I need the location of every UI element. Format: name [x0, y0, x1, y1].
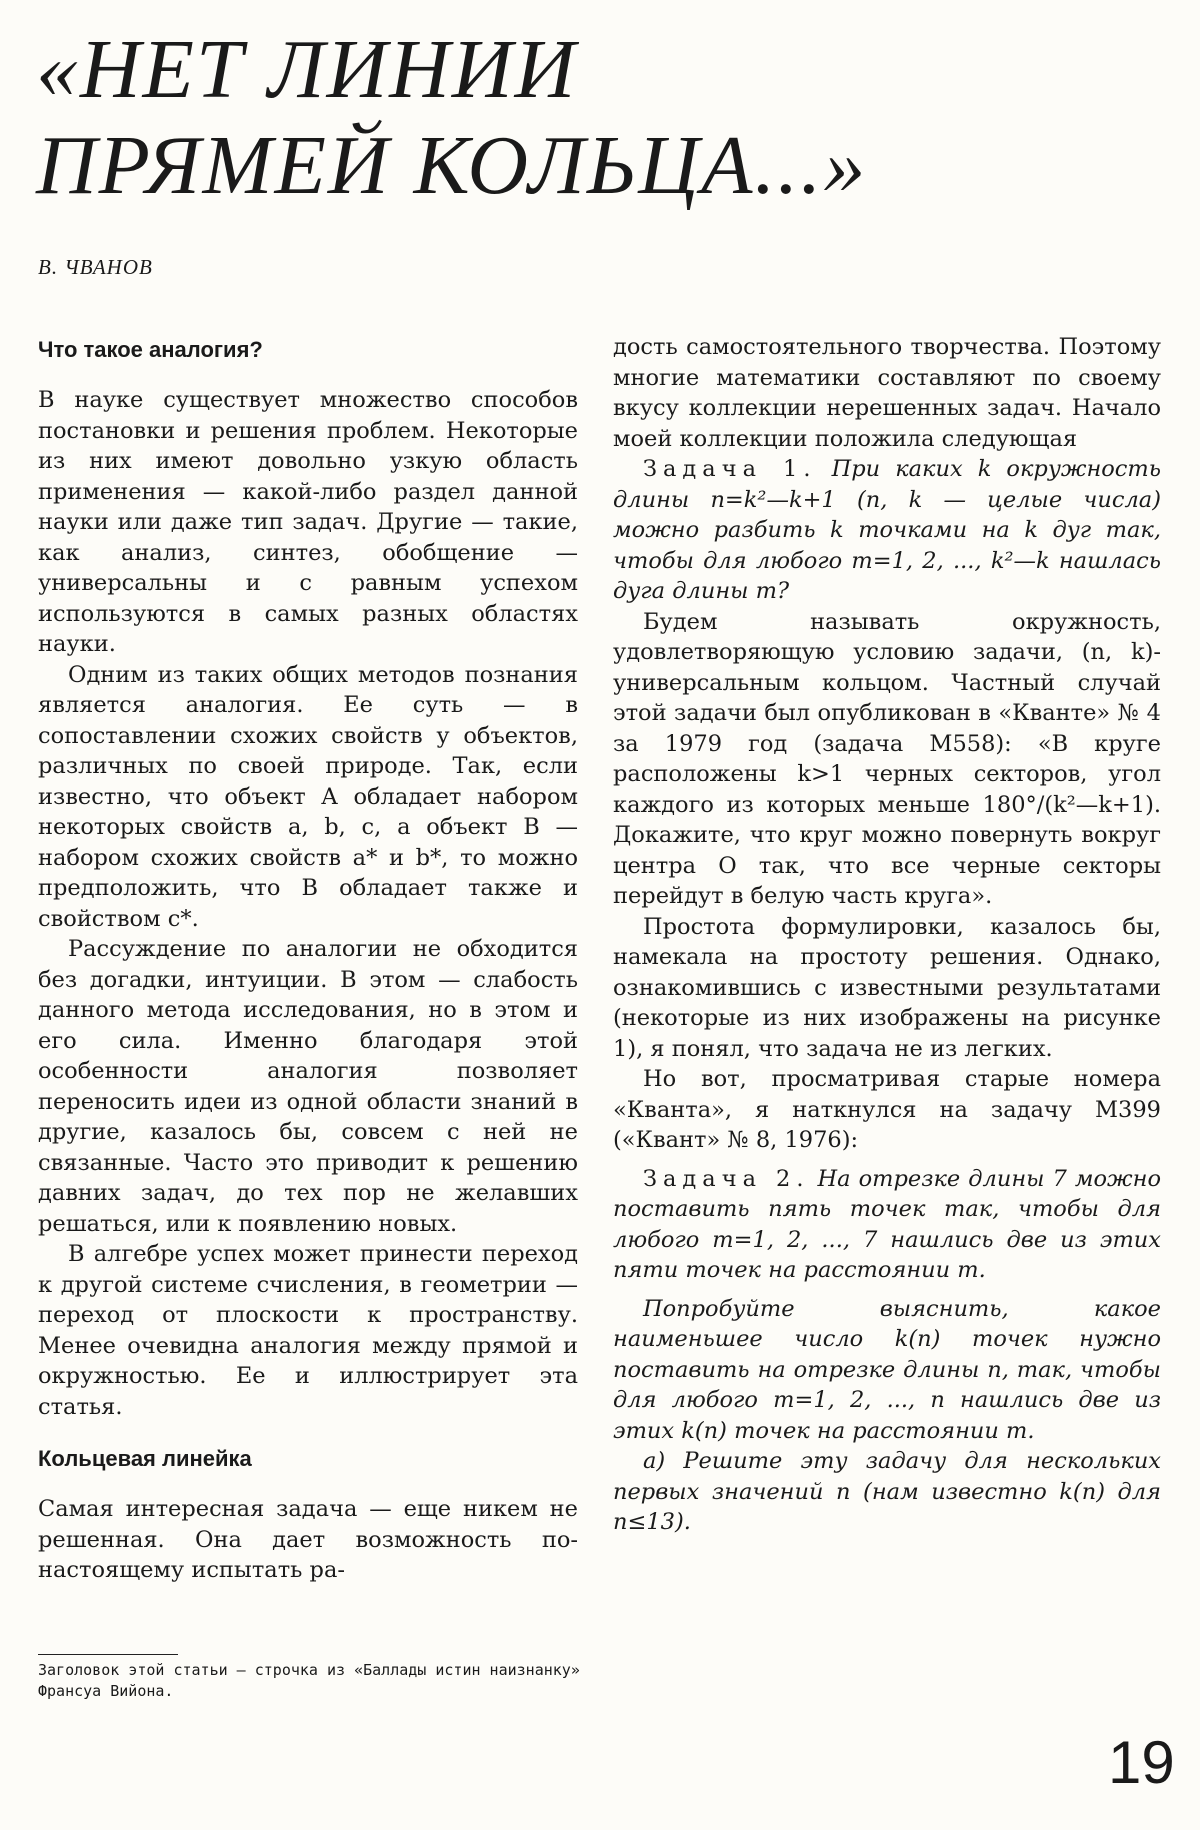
section-heading-analogy: Что такое аналогия? — [38, 337, 263, 362]
paragraph: Но вот, просматривая старые номера «Кванта», я наткнулся на задачу М399 («Квант» № 8, 1976): — [613, 1066, 1161, 1153]
title-line-1: «НЕТ ЛИНИИ — [36, 23, 578, 116]
paragraph-task-a: а) Решите эту задачу для нескольких первых значений n (нам известно k(n) для n≤13). — [613, 1448, 1161, 1535]
problem-1-text: При каких k окружность длины n=k²—k+1 (n, k — целые числа) можно разбить k точками на k дуг так, чтобы для любого m=1, 2, ..., k²—k нашлась дуга длины m? — [613, 456, 1161, 604]
article-title — [36, 22, 867, 214]
paragraph-task: Попробуйте выяснить, какое наименьшее число k(n) точек нужно поставить на отрезке длины n, так, чтобы для любого m=1, 2, ..., n нашлись две из этих k(n) точек на расстоянии m. — [613, 1295, 1161, 1444]
title-line-2: ПРЯМЕЙ КОЛЬЦА...» — [36, 119, 868, 212]
problem-2-label: Задача 2. — [643, 1165, 810, 1192]
author: В. ЧВАНОВ — [38, 255, 153, 279]
paragraph: Одним из таких общих методов познания является аналогия. Ее суть — в сопоставлении схожих свойств у объектов, различных по своей природе. Так, если известно, что объект A обладает набором некоторых свойств a, b, c, а объект B — набором схожих свойств a* и b*, то можно предположить, что B обладает также и свойством c*. — [38, 661, 578, 932]
footnote-divider — [38, 1654, 178, 1655]
right-column — [613, 332, 1161, 1538]
problem-2 — [613, 1164, 1161, 1286]
paragraph: Рассуждение по аналогии не обходится без догадки, интуиции. В этом — слабость данного метода исследования, но в этом и его сила. Именно благодаря этой особенности аналогия позволяет переносить идеи из одной области знаний в другие, казалось бы, совсем с ней не связанные. Часто это приводит к решению давних задач, до тех пор не желавших решаться, или к появлению новых. — [38, 936, 578, 1237]
paragraph: Самая интересная задача — еще никем не решенная. Она дает возможность по-настоящему испытать ра- — [38, 1496, 578, 1583]
paragraph: В алгебре успех может принести переход к другой системе счисления, в геометрии — переход от плоскости к пространству. Менее очевидна аналогия между прямой и окружностью. Ее и иллюстрирует эта статья. — [38, 1241, 578, 1420]
problem-1 — [613, 454, 1161, 607]
left-column — [38, 335, 578, 1586]
paragraph: В науке существует множество способов постановки и решения проблем. Некоторые из них имеют довольно узкую область применения — какой-либо раздел данной науки или даже тип задач. Другие — такие, как анализ, синтез, обобщение — универсальны и с равным успехом используются в самых разных областях науки. — [38, 387, 578, 657]
footnote: Заголовок этой статьи — строчка из «Баллады истин наизнанку» Франсуа Вийона. — [38, 1661, 580, 1700]
paragraph: Простота формулировки, казалось бы, намекала на простоту решения. Однако, ознакомившись с известными результатами (некоторые из них изображены на рисунке 1), я понял, что задача не из легких. — [613, 913, 1161, 1062]
problem-2-text: На отрезке длины 7 можно поставить пять точек так, чтобы для любого m=1, 2, ..., 7 нашлись две из этих пяти точек на расстоянии m. — [613, 1165, 1161, 1283]
problem-1-label: Задача 1. — [643, 456, 817, 482]
paragraph: дость самостоятельного творчества. Поэтому многие математики составляют по своему вкусу коллекции нерешенных задач. Начало моей коллекции положила следующая — [613, 334, 1161, 452]
paragraph: Будем называть окружность, удовлетворяющую условию задачи, (n, k)-универсальным кольцом. Частный случай этой задачи был опубликован в «Кванте» № 4 за 1979 год (задача М558): «В круге расположены k>1 черных секторов, угол каждого из которых меньше 180°/(k²—k+1). Докажите, что круг можно повернуть вокруг центра O так, что все черные секторы перейдут в белую часть круга». — [613, 608, 1161, 909]
page-number: 19 — [1108, 1729, 1175, 1796]
section-heading-ring-ruler: Кольцевая линейка — [38, 1446, 252, 1471]
